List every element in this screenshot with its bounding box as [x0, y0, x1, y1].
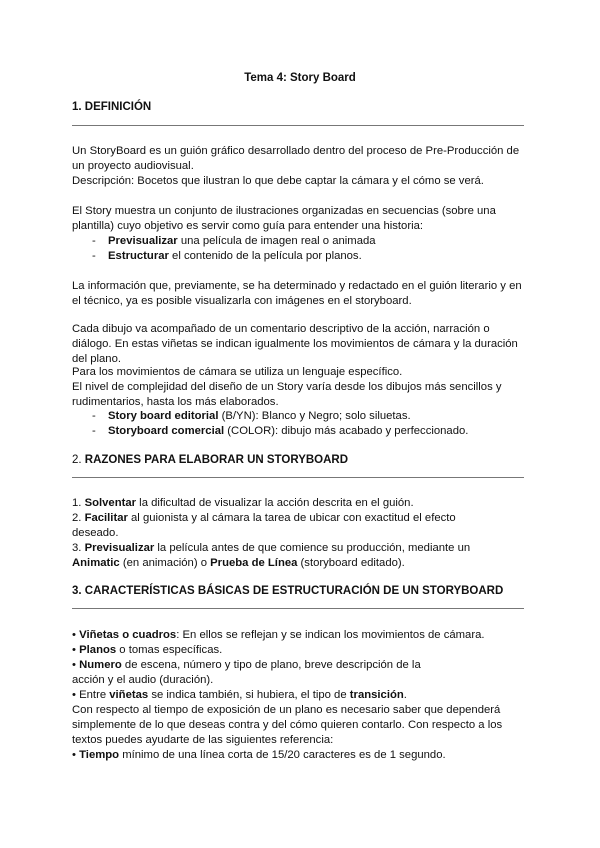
dash-item-text: (B/YN): Blanco y Negro; solo siluetas.: [218, 410, 411, 422]
feature-item-tiempo: [72, 748, 532, 763]
feature-text: mínimo de una línea corta de 15/20 caracteres es de 1 segundo.: [119, 749, 446, 761]
reason-text: la película antes de que comience su producción, mediante un: [154, 542, 471, 554]
feature-text: se indica también, si hubiera, el tipo de: [148, 689, 350, 701]
feature-bold: viñetas: [109, 689, 149, 701]
reason-item-2: [72, 511, 462, 541]
prueba-linea-bold: Prueba de Línea: [210, 557, 298, 569]
reason-number: 1.: [72, 497, 85, 509]
dash-marker: -: [92, 235, 96, 247]
reason-text: (storyboard editado).: [297, 557, 405, 569]
dash-item-text: el contenido de la película por planos.: [168, 250, 362, 262]
dash-item-bold: Storyboard comercial: [108, 425, 225, 437]
feature-item-numero: [72, 658, 452, 688]
feature-text: de escena, número y tipo de plano, breve descripción de la acción y el audio (duración).: [72, 659, 421, 686]
bullet-icon: •: [72, 749, 76, 761]
dash-item-estructurar: [92, 249, 532, 264]
feature-text: : En ellos se reflejan y se indican los movimientos de cámara.: [176, 629, 485, 641]
bullet-icon: •: [72, 689, 76, 701]
dash-item-bold: Story board editorial: [108, 410, 219, 422]
section-2-heading: [72, 454, 348, 466]
drawing-paragraph: Cada dibujo va acompañado de un comentario descriptivo de la acción, narración o diálogo. En estas viñetas se indican igualmente los movimientos de cámara y la duración del plano.: [72, 323, 518, 365]
feature-text: .: [403, 689, 407, 701]
reason-item-3: [72, 541, 532, 571]
section-2-number: 2.: [72, 454, 85, 466]
definition-paragraph: [72, 144, 532, 189]
dash-item-text: (COLOR): dibujo más acabado y perfeccionado.: [224, 425, 469, 437]
section-1-divider: [72, 125, 524, 126]
reason-item-1: [72, 496, 532, 511]
dash-item-bold: Previsualizar: [108, 235, 178, 247]
dash-marker: -: [92, 425, 96, 437]
feature-bold: Planos: [79, 644, 117, 656]
dash-item-text: una película de imagen real o animada: [177, 235, 376, 247]
reason-bold: Solventar: [84, 497, 137, 509]
section-2-divider: [72, 477, 524, 478]
info-paragraph: La información que, previamente, se ha determinado y redactado en el guión literario y en el técnico, ya es posible visualizarla con imágenes en el storyboard.: [72, 280, 522, 307]
dash-marker: -: [92, 410, 96, 422]
bullet-icon: •: [72, 659, 76, 671]
definition-text: Un StoryBoard es un guión gráfico desarrollado dentro del proceso de Pre-Producción de un proyecto audiovisual.: [72, 145, 520, 172]
dash-item-editorial: [92, 409, 532, 424]
feature-bold: Tiempo: [79, 749, 120, 761]
feature-bold: Viñetas o cuadros: [79, 629, 177, 641]
section-2-title: RAZONES PARA ELABORAR UN STORYBOARD: [84, 454, 349, 466]
feature-item-transicion: [72, 688, 532, 703]
feature-text: o tomas específicas.: [116, 644, 223, 656]
dash-item-previsualizar: [92, 234, 532, 249]
camera-language-text: Para los movimientos de cámara se utiliza un lenguaje específico.: [72, 366, 403, 378]
bullet-icon: •: [72, 644, 76, 656]
feature-bold: Numero: [79, 659, 122, 671]
animatic-bold: Animatic: [72, 557, 120, 569]
section-3-heading: 3. CARACTERÍSTICAS BÁSICAS DE ESTRUCTURACIÓN DE UN STORYBOARD: [72, 585, 504, 597]
dash-item-comercial: [92, 424, 532, 439]
feature-text: Entre: [75, 689, 110, 701]
dash-marker: -: [92, 250, 96, 262]
reason-text: al guionista y al cámara la tarea de ubicar con exactitud el efecto deseado.: [72, 512, 456, 539]
reason-text: (en animación) o: [119, 557, 211, 569]
reason-text: la dificultad de visualizar la acción descrita en el guión.: [136, 497, 414, 509]
description-text: Descripción: Bocetos que ilustran lo que debe captar la cámara y el cómo se verá.: [72, 175, 484, 187]
complexity-text: El nivel de complejidad del diseño de un Story varía desde los dibujos más sencillos y rudimentarios, hasta los más elaborados.: [72, 381, 502, 408]
reason-bold: Facilitar: [84, 512, 128, 524]
section-3-divider: [72, 608, 524, 609]
document-title: Tema 4: Story Board: [244, 72, 356, 84]
bullet-icon: •: [72, 629, 76, 641]
complexity-paragraph: [72, 365, 532, 410]
reason-number: 3.: [72, 542, 85, 554]
story-paragraph: El Story muestra un conjunto de ilustraciones organizadas en secuencias (sobre una plantilla) cuyo objetivo es servir como guía para entender una historia:: [72, 205, 496, 232]
feature-bold: transición: [349, 689, 404, 701]
reason-bold: Previsualizar: [84, 542, 155, 554]
section-1-heading: 1. DEFINICIÓN: [72, 101, 152, 113]
reason-number: 2.: [72, 512, 85, 524]
feature-item-vinetas: [72, 628, 532, 643]
feature-item-planos: [72, 643, 532, 658]
dash-item-bold: Estructurar: [108, 250, 169, 262]
exposure-paragraph: Con respecto al tiempo de exposición de un plano es necesario saber que dependerá simplemente de lo que deseas contra y del cómo quieren contarlo. Con respecto a los textos puedes ayudarte de las siguientes referencia:: [72, 704, 503, 746]
